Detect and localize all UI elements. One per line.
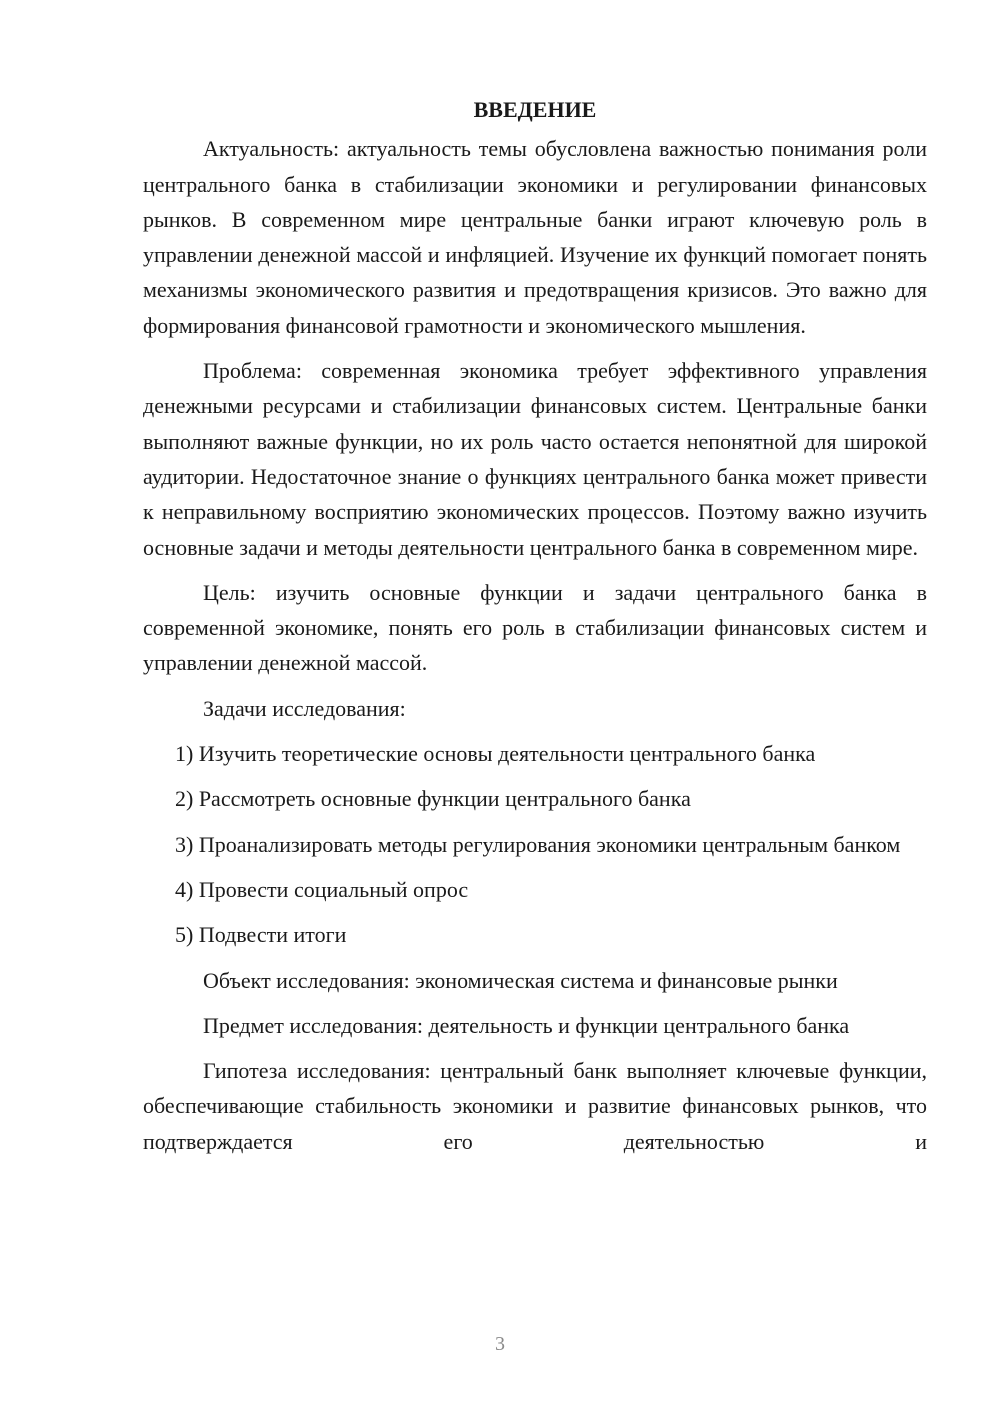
subject-paragraph: Предмет исследования: деятельность и функции центрального банка [203,1012,850,1038]
tasks-list [143,736,927,952]
task-item: 2) Рассмотреть основные функции центрального банка [175,786,691,812]
task-item: 3) Проанализировать методы регулирования экономики центральным банком [175,831,901,857]
page-content [143,92,927,1169]
task-item: 5) Подвести итоги [175,922,347,948]
task-item: 4) Провести социальный опрос [175,876,469,902]
goal-paragraph: Цель: изучить основные функции и задачи центрального банка в современной экономике, понять его роль в стабилизации финансовых систем и управлении денежной массой. [143,579,927,676]
task-item: 1) Изучить теоретические основы деятельности центрального банка [175,741,816,767]
problem-paragraph: Проблема: современная экономика требует эффективного управления денежными ресурсами и стабилизации финансовых систем. Центральные банки выполняют важные функции, но их роль часто остается непонятной для широкой аудитории. Недостаточное знание о функциях центрального банка может привести к неправильному восприятию экономических процессов. Поэтому важно изучить основные задачи и методы деятельности центрального банка в современном мире. [143,358,927,560]
section-title: ВВЕДЕНИЕ [473,97,597,122]
object-paragraph: Объект исследования: экономическая система и финансовые рынки [203,967,838,993]
page-number: 3 [495,1333,505,1355]
tasks-heading: Задачи исследования: [203,695,406,721]
hypothesis-paragraph: Гипотеза исследования: центральный банк выполняет ключевые функции, обеспечивающие стабильность экономики и развитие финансовых рынков, что подтверждается его деятельностью и [143,1058,927,1154]
relevance-paragraph: Актуальность: актуальность темы обусловлена важностью понимания роли центрального банка в стабилизации экономики и регулировании финансовых рынков. В современном мире центральные банки играют ключевую роль в управлении денежной массой и инфляцией. Изучение их функций помогает понять механизмы экономического развития и предотвращения кризисов. Это важно для формирования финансовой грамотности и экономического мышления. [143,136,927,338]
